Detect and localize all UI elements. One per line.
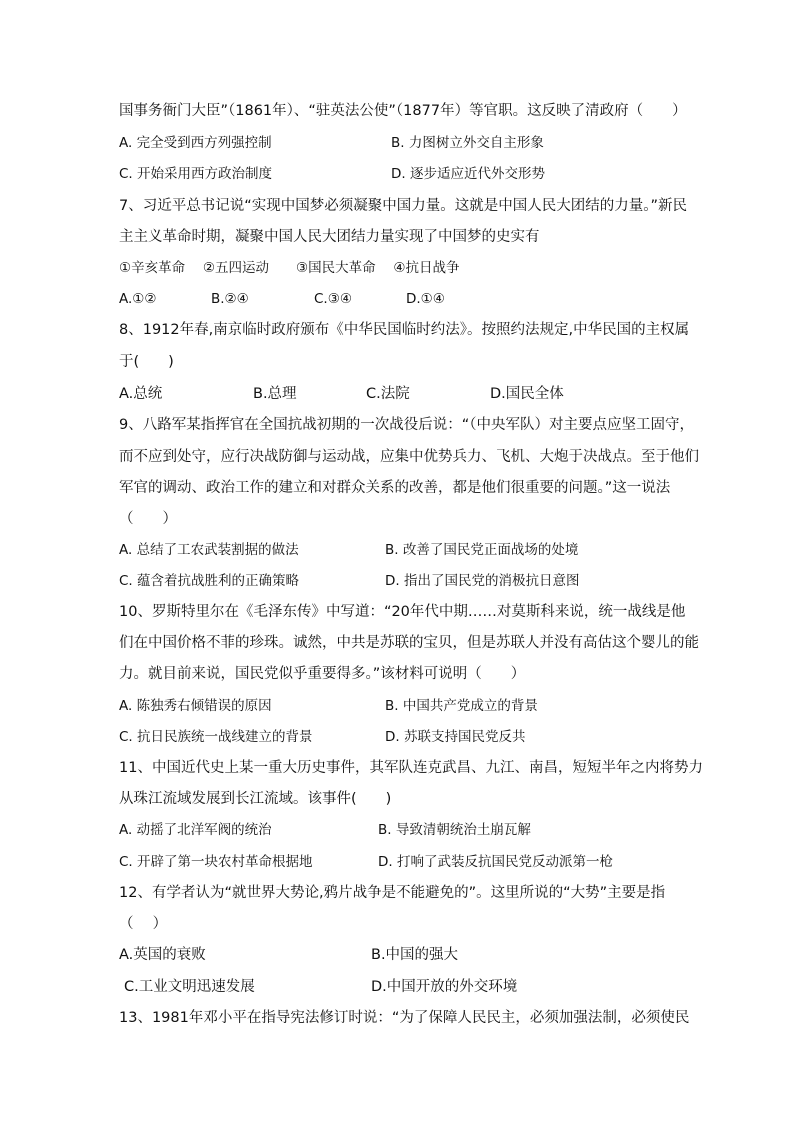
q7-line-1: 7、习近平总书记说“实现中国梦必须凝聚中国力量。这就是中国人民大团结的力量。”新民 [119,198,687,214]
q6-tail: 国事务衙门大臣”（1861年）、“驻英法公使”（1877年）等官职。这反映了清政府（ ） [119,103,687,119]
q7-option-b: B.②④ [211,291,249,307]
q11-option-a: A. 动摇了北洋军阀的统治 [119,822,272,838]
q7-line-2: 主主义革命时期，凝聚中国人民大团结力量实现了中国梦的史实有 [119,229,540,245]
q9-option-b: B. 改善了国民党正面战场的处境 [385,542,579,558]
q9-option-c: C. 蕴含着抗战胜利的正确策略 [119,573,300,589]
q7-option-a: A.①② [119,291,157,307]
q10-option-d: D. 苏联支持国民党反共 [385,729,526,745]
q8-option-a: A.总统 [119,386,163,402]
q12-option-b: B.中国的强大 [371,947,459,963]
q8-option-b: B.总理 [253,386,297,402]
q6-option-c: C. 开始采用西方政治制度 [119,166,273,182]
q12-option-c: C.工业文明迅速发展 [124,979,255,995]
q10-line-1: 10、罗斯特里尔在《毛泽东传》中写道：“20年代中期……对莫斯科来说，统一战线是他 [119,604,686,620]
q6-option-a: A. 完全受到西方列强控制 [119,135,272,151]
q10-option-c: C. 抗日民族统一战线建立的背景 [119,729,313,745]
q6-option-b: B. 力图树立外交自主形象 [391,135,544,151]
q10-option-b: B. 中国共产党成立的背景 [385,698,538,714]
q9-line-4: （ ） [119,511,177,527]
q7-option-d: D.①④ [406,291,445,307]
q7-option-c: C.③④ [314,291,352,307]
q9-line-2: 而不应到处守，应行决战防御与运动战，应集中优势兵力、飞机、大炮于决战点。至于他们 [119,449,699,465]
q8-line-2: 于( ) [119,354,174,370]
q10-option-a: A. 陈独秀右倾错误的原因 [119,698,272,714]
q7-items: ①辛亥革命 ②五四运动 ③国民大革命 ④抗日战争 [119,260,460,276]
q11-option-c: C. 开辟了第一块农村革命根据地 [119,854,313,870]
q9-option-a: A. 总结了工农武装割据的做法 [119,542,299,558]
q12-line-2: （ ） [119,916,168,932]
q12-line-1: 12、有学者认为“就世界大势论,鸦片战争是不能避免的”。这里所说的“大势”主要是指 [119,885,666,901]
q8-line-1: 8、1912年春,南京临时政府颁布《中华民国临时约法》。按照约法规定,中华民国的主权属 [119,322,690,338]
q11-line-1: 11、中国近代史上某一重大历史事件，其军队连克武昌、九江、南昌，短短半年之内将势力 [119,760,703,776]
q10-line-3: 力。就目前来说，国民党似乎重要得多。”该材料可说明（ ） [119,666,526,682]
q10-line-2: 们在中国价格不菲的珍珠。诚然，中共是苏联的宝贝，但是苏联人并没有高估这个婴儿的能 [119,635,699,651]
q12-option-d: D.中国开放的外交环境 [371,979,518,995]
q11-option-b: B. 导致清朝统治土崩瓦解 [378,822,531,838]
q9-line-1: 9、八路军某指挥官在全国抗战初期的一次战役后说：“（中央军队）对主要点应坚工固守， [119,417,694,433]
q6-option-d: D. 逐步适应近代外交形势 [391,166,545,182]
q12-option-a: A.英国的衰败 [119,947,206,963]
q11-line-2: 从珠江流域发展到长江流域。该事件( ) [119,791,392,807]
q13-line-1: 13、1981年邓小平在指导宪法修订时说：“为了保障人民民主，必须加强法制，必须使民 [119,1010,690,1026]
q8-option-d: D.国民全体 [490,386,564,402]
q8-option-c: C.法院 [366,386,410,402]
q11-option-d: D. 打响了武装反抗国民党反动派第一枪 [378,854,613,870]
q9-line-3: 军官的调动、政治工作的建立和对群众关系的改善，都是他们很重要的问题。”这一说法 [119,480,671,496]
q9-option-d: D. 指出了国民党的消极抗日意图 [385,573,580,589]
